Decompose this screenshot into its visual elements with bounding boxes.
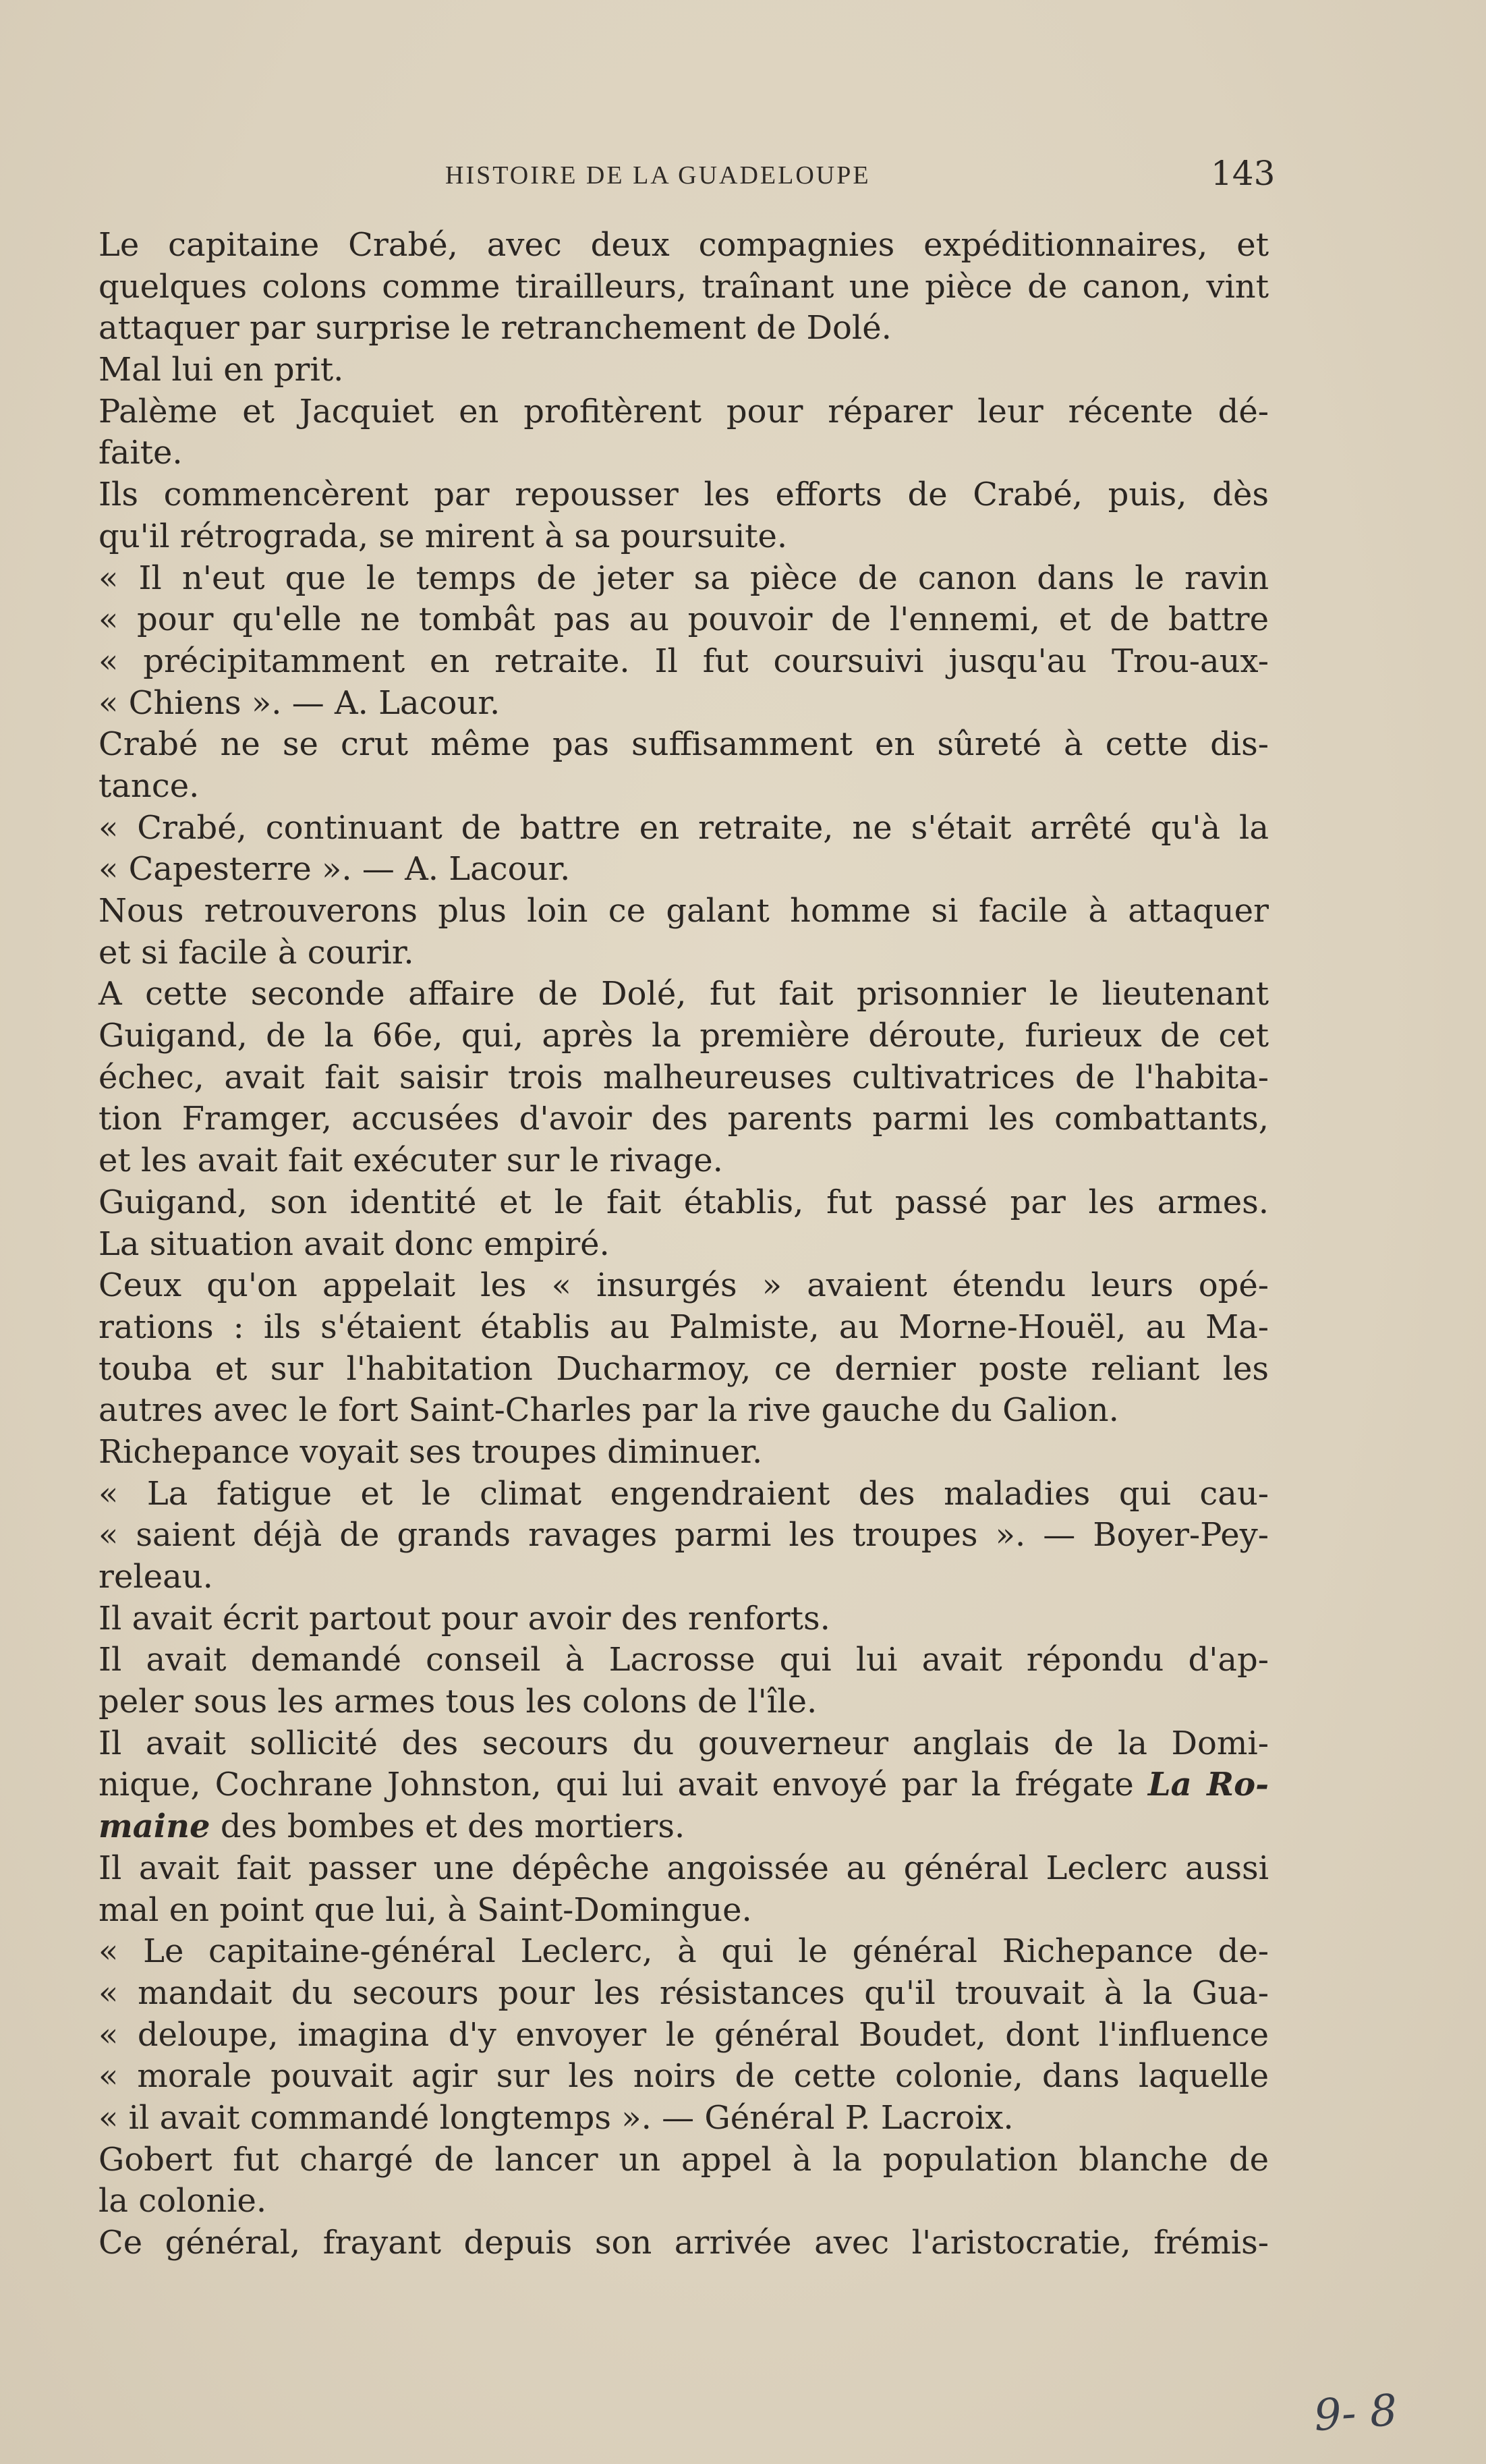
- text-line: Guigand, son identité et le fait établis, fut passé par les armes.: [98, 1183, 1269, 1221]
- text-line: « Le capitaine-général Leclerc, à qui le général Richepance de-: [98, 1932, 1269, 1971]
- text-line: Ils commencèrent par repousser les efforts de Crabé, puis, dès: [98, 476, 1269, 514]
- text-line: releau.: [98, 1558, 213, 1596]
- text-line: Nous retrouverons plus loin ce galant homme si facile à attaquer: [98, 892, 1269, 930]
- text-line: « mandait du secours pour les résistances qu'il trouvait à la Gua-: [98, 1973, 1269, 2012]
- text-line: « La fatigue et le climat engendraient des maladies qui cau-: [98, 1474, 1269, 1513]
- handwritten-note: 9- 8: [1312, 2385, 1399, 2442]
- text-line: tance.: [98, 766, 200, 805]
- text-line: « il avait commandé longtemps ». — Général P. Lacroix.: [98, 2098, 1014, 2137]
- text-line: « pour qu'elle ne tombât pas au pouvoir de l'ennemi, et de battre: [98, 600, 1269, 639]
- body-text: [98, 225, 1269, 2264]
- text-line: Le capitaine Crabé, avec deux compagnies expéditionnaires, et: [98, 226, 1269, 264]
- text-line: Richepance voyait ses troupes diminuer.: [98, 1432, 763, 1471]
- text-line: touba et sur l'habitation Ducharmoy, ce dernier poste reliant les: [98, 1349, 1269, 1388]
- text-line: Il avait demandé conseil à Lacrosse qui lui avait répondu d'ap-: [98, 1641, 1269, 1679]
- text-line: nique, Cochrane Johnston, qui lui avait envoyé par la frégate La Ro-: [98, 1766, 1269, 1804]
- text-line: « précipitamment en retraite. Il fut coursuivi jusqu'au Trou-aux-: [98, 642, 1269, 680]
- text-line: échec, avait fait saisir trois malheureuses cultivatrices de l'habita-: [98, 1058, 1269, 1096]
- text-line: « deloupe, imagina d'y envoyer le général Boudet, dont l'influence: [98, 2015, 1269, 2054]
- text-line: qu'il rétrograda, se mirent à sa poursuite.: [98, 517, 788, 555]
- text-line: « Crabé, continuant de battre en retraite, ne s'était arrêté qu'à la: [98, 808, 1269, 847]
- text-line: tion Framger, accusées d'avoir des parents parmi les combattants,: [98, 1100, 1269, 1138]
- text-line: autres avec le fort Saint-Charles par la rive gauche du Galion.: [98, 1391, 1119, 1430]
- text-line: Mal lui en prit.: [98, 351, 344, 389]
- text-line: « Chiens ». — A. Lacour.: [98, 683, 501, 722]
- text-line: et si facile à courir.: [98, 933, 414, 972]
- text-line: Ce général, frayant depuis son arrivée avec l'aristocratie, frémis-: [98, 2224, 1269, 2262]
- text-line: mal en point que lui, à Saint-Domingue.: [98, 1891, 752, 1929]
- text-line: Gobert fut chargé de lancer un appel à la population blanche de: [98, 2140, 1269, 2179]
- text-line: Il avait écrit partout pour avoir des renforts.: [98, 1599, 830, 1637]
- text-line: quelques colons comme tirailleurs, traînant une pièce de canon, vint: [98, 267, 1269, 306]
- text-line: « morale pouvait agir sur les noirs de cette colonie, dans laquelle: [98, 2057, 1269, 2096]
- text-line: Il avait sollicité des secours du gouverneur anglais de la Domi-: [98, 1724, 1269, 1762]
- text-line: « Il n'eut que le temps de jeter sa pièce de canon dans le ravin: [98, 559, 1269, 597]
- text-line: Palème et Jacquiet en profitèrent pour réparer leur récente dé-: [98, 392, 1269, 430]
- text-line: maine des bombes et des mortiers.: [98, 1808, 685, 1846]
- text-line: rations : ils s'étaient établis au Palmiste, au Morne-Houël, au Ma-: [98, 1308, 1269, 1346]
- text-line: peler sous les armes tous les colons de l'île.: [98, 1683, 818, 1721]
- text-line: faite.: [98, 434, 183, 472]
- page-number: 143: [1211, 154, 1276, 193]
- text-line: Il avait fait passer une dépêche angoissée au général Leclerc aussi: [98, 1849, 1269, 1887]
- text-line: « saient déjà de grands ravages parmi les troupes ». — Boyer-Pey-: [98, 1516, 1269, 1555]
- text-line: A cette seconde affaire de Dolé, fut fait prisonnier le lieutenant: [98, 975, 1269, 1013]
- text-line: Guigand, de la 66e, qui, après la première déroute, furieux de cet: [98, 1017, 1269, 1055]
- text-line: attaquer par surprise le retranchement de Dolé.: [98, 309, 892, 347]
- text-line: et les avait fait exécuter sur le rivage.: [98, 1142, 723, 1180]
- text-line: La situation avait donc empiré.: [98, 1225, 610, 1263]
- running-title: HISTOIRE DE LA GUADELOUPE: [445, 161, 871, 190]
- text-line: « Capesterre ». — A. Lacour.: [98, 850, 571, 889]
- text-line: Crabé ne se crut même pas suffisamment en sûreté à cette dis-: [98, 725, 1269, 764]
- text-line: Ceux qu'on appelait les « insurgés » avaient étendu leurs opé-: [98, 1266, 1269, 1305]
- text-line: la colonie.: [98, 2182, 267, 2220]
